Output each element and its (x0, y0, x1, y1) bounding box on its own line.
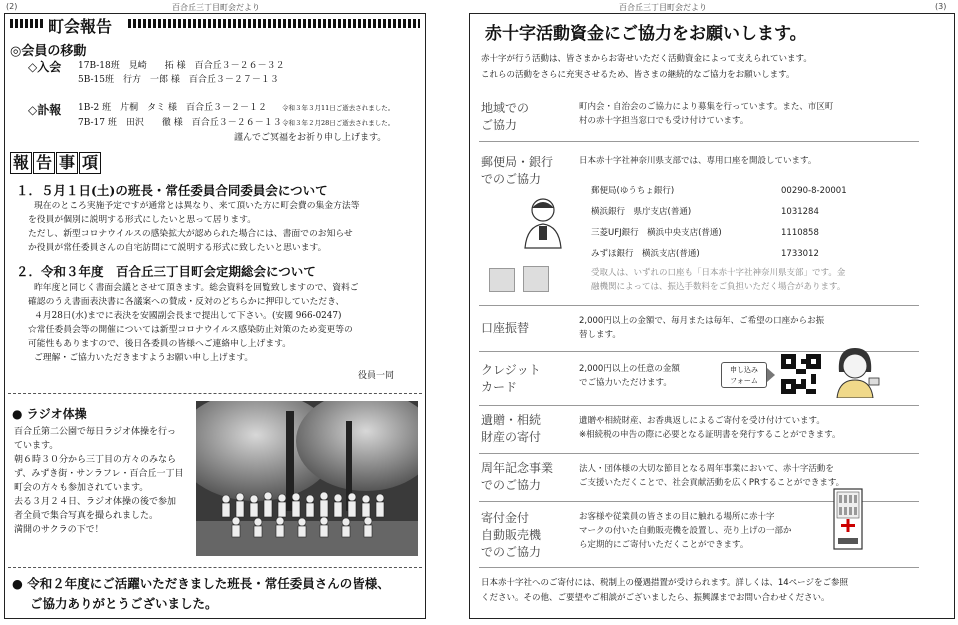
bank-name: みずほ銀行 横浜支店(普通) (591, 249, 700, 259)
section-text: 町内会・自治会のご協力により募集を行っています。また、市区町 (579, 102, 834, 112)
vending-machine-icon (833, 488, 863, 550)
receipt-note: 融機関によっては、振込手数料をご負担いただく場合があります。 (591, 282, 846, 292)
section-text: お客様や従業員の皆さまの目に触れる場所に赤十字 (579, 512, 775, 522)
section-label: でのご協力 (481, 172, 542, 186)
page-title: 町会報告 (48, 17, 113, 36)
report-line: ４月28日(水)までに表決を安國副会長まで提出して下さい。(安國 966-0247) (34, 311, 342, 321)
radio-line: 百合丘第二公園で毎日ラジオ体操を行っ (14, 427, 177, 437)
account-number: 1110858 (781, 228, 819, 238)
section-label: 郵便局・銀行 (481, 155, 554, 169)
section-label: 口座振替 (481, 321, 530, 335)
report-line: ただし、新型コロナウイルスの感染拡大が認められた場合には、書面でのお知らせ (28, 229, 353, 239)
radio-line: 満開のサクラの下で！ (14, 525, 104, 535)
death-row: 7B-17 班 田沢 徹 様 百合丘３－２６－１３ (78, 118, 282, 128)
right-page (467, 0, 958, 625)
post-office-icon (489, 268, 515, 292)
radio-heading: ● ラジオ体操 (12, 407, 87, 421)
left-page (0, 0, 428, 625)
section-label: クレジット (481, 363, 541, 377)
clerk-illustration (515, 194, 571, 250)
intro-line: 赤十字が行う活動は、皆さまからお寄せいただく活動資金によって支えられています。 (481, 54, 812, 64)
radio-line: 者全員で集合写真を撮られました。 (14, 511, 159, 521)
join-row: 17B-18班 見崎 拓 様 百合丘３－２６－３２ (78, 61, 285, 71)
section-text: 2,000円以上の任意の金額 (579, 364, 680, 374)
section-vending (479, 502, 919, 568)
newsletter-header: 百合丘三丁目町会だより (619, 3, 707, 12)
section-label: 遺贈・相続 (481, 413, 542, 427)
report-title-char: 事 (56, 152, 78, 174)
bank-name: 横浜銀行 県庁支店(普通) (591, 207, 692, 217)
thanks-line: ● 令和２年度にご活躍いただきました班長・常任委員さんの皆様、 (12, 576, 390, 591)
newsletter-header: 百合丘三丁目町会だより (172, 3, 260, 12)
thanks-line: ご協力ありがとうございました。 (30, 596, 218, 611)
section-label: でのご協力 (481, 545, 542, 559)
section-label: 財産の寄付 (481, 430, 542, 444)
intro-line: これらの活動をさらに充実させるため、皆さまの継続的なご協力をお願いします。 (481, 70, 795, 80)
group-photo (196, 401, 418, 556)
account-number: 1733012 (781, 249, 819, 259)
title-stripe-right (128, 19, 420, 28)
qr-code-icon[interactable] (781, 354, 821, 394)
group-photo-image (196, 401, 418, 556)
report-line: を役員が個別に説明する形式にしたいと思って居ります。 (28, 215, 257, 225)
report-title-char: 告 (33, 152, 55, 174)
report-title-char: 報 (10, 152, 32, 174)
section-label: でのご協力 (481, 478, 542, 492)
apply-form-button[interactable] (721, 362, 767, 388)
section-text: 遺贈や相続財産、お香典返しによるご寄付を受け付けています。 (579, 416, 825, 426)
report-item-heading: １．５月１日(土)の班長・常任委員合同委員会について (16, 183, 328, 198)
join-row: 5B-15班 行方 一郎 様 百合丘３－２７－１３ (78, 75, 279, 85)
report-title-char: 項 (79, 152, 101, 174)
section-text: でご協力いただけます。 (579, 378, 672, 388)
section-label: 寄付金付 (481, 511, 530, 525)
report-line: 可能性もありますので、後日各委員の皆様へご連絡申し上げます。 (28, 339, 292, 349)
radio-line: 去る３月２４日、ラジオ体操の後で参加 (14, 497, 177, 507)
section-label: ご協力 (481, 118, 518, 132)
section-credit (479, 352, 919, 406)
death-note: 令和３年２月28日ご逝去されました。 (282, 119, 395, 127)
radio-line: ています。 (14, 441, 59, 451)
page-number: (2) (6, 2, 18, 11)
account-number: 1031284 (781, 207, 819, 217)
report-line: 確認のうえ書面表決書に各議案への賛成・反対のどちらかに押印していただき、 (28, 297, 345, 307)
footer-line: ください。その他、ご要望やご相談がございましたら、振興課までお問い合わせください。 (481, 593, 830, 603)
section-text: ら定期的にご寄付いただくことができます。 (579, 540, 749, 550)
section-text: 村の赤十字担当窓口でも受け付けています。 (579, 116, 749, 126)
section-label: 自動販売機 (481, 528, 542, 542)
divider (8, 393, 422, 394)
section-bequest (479, 406, 919, 454)
section-text: ご支援いただくことで、社会貢献活動を広くPRすることができます。 (579, 478, 845, 488)
apply-form-label: フォーム (730, 377, 758, 385)
report-line: ご理解・ご協力いただきますようお願い申し上げます。 (34, 353, 254, 363)
section-label: 地域での (481, 101, 530, 115)
page-number: (3) (935, 2, 947, 11)
title-stripe-left (10, 19, 44, 28)
report-sign: 役員一同 (358, 371, 395, 381)
section-text: 法人・団体様の大切な節目となる周年事業において、赤十字活動を (579, 464, 834, 474)
section-text: 日本赤十字社神奈川県支部では、専用口座を開設しています。 (579, 156, 817, 166)
death-label: ◇訃報 (28, 103, 62, 117)
section-text: ※相続税の申告の際に必要となる証明書を発行することができます。 (579, 430, 841, 440)
report-line: ☆常任委員会等の開催については新型コロナウイルス感染防止対策のため変更等の (28, 325, 353, 335)
section-community (479, 92, 919, 142)
woman-phone-illustration (829, 342, 881, 398)
join-label: ◇入会 (28, 60, 62, 74)
receipt-note: 受取人は、いずれの口座も「日本赤十字社神奈川県支部」です。金 (591, 268, 846, 278)
section-text: 替します。 (579, 330, 621, 340)
death-row: 1B-2 班 片桐 タミ 様 百合丘３－２－１２ (78, 103, 267, 113)
report-line: か役員が常任委員さんの自宅訪問にて説明する形式に致したいと思います。 (28, 243, 327, 253)
radio-line: 朝６時３０分から三丁目の方々のみなら (14, 455, 177, 465)
report-line: 現在のところ実施予定ですが通常とは異なり、来て頂いた方に町会費の集金方法等 (34, 201, 360, 211)
condolence: 謹んでご冥福をお祈り申し上げます。 (234, 133, 387, 143)
redcross-title: 赤十字活動資金にご協力をお願いします。 (485, 24, 807, 44)
account-number: 00290-8-20001 (781, 186, 847, 196)
divider (8, 567, 422, 568)
footer-line: 日本赤十字社へのご寄付には、税制上の優遇措置が受けられます。詳しくは、14ページをご参照 (481, 578, 848, 588)
member-heading: ◎会員の移動 (10, 44, 87, 59)
section-post-bank (479, 146, 919, 306)
section-text: 2,000円以上の金額で、毎月または毎年、ご希望の口座からお振 (579, 316, 825, 326)
section-label: 周年記念事業 (481, 461, 554, 475)
section-label: カード (481, 380, 518, 394)
bank-name: 郵便局(ゆうちょ銀行) (591, 186, 675, 196)
report-item-heading: ２．令和３年度 百合丘三丁目町会定期総会について (16, 264, 316, 279)
bank-name: 三菱UFJ銀行 横浜中央支店(普通) (591, 228, 722, 238)
bank-building-icon (523, 266, 549, 292)
apply-form-label: 申し込み (730, 366, 758, 374)
report-line: 昨年度と同じく書面会議とさせて頂きます。総会資料を回覧致しますので、資料ご (34, 283, 359, 293)
arrow-icon (767, 368, 775, 382)
radio-line: ず、みずき街・サンラフレ・百合丘一丁目 (14, 469, 184, 479)
death-note: 令和３年３月11日ご逝去されました。 (282, 104, 395, 112)
section-text: マークの付いた自動販売機を設置し、売り上げの一部か (579, 526, 792, 536)
radio-line: 町会の方々も参加されています。 (14, 483, 149, 493)
report-title (10, 152, 102, 174)
